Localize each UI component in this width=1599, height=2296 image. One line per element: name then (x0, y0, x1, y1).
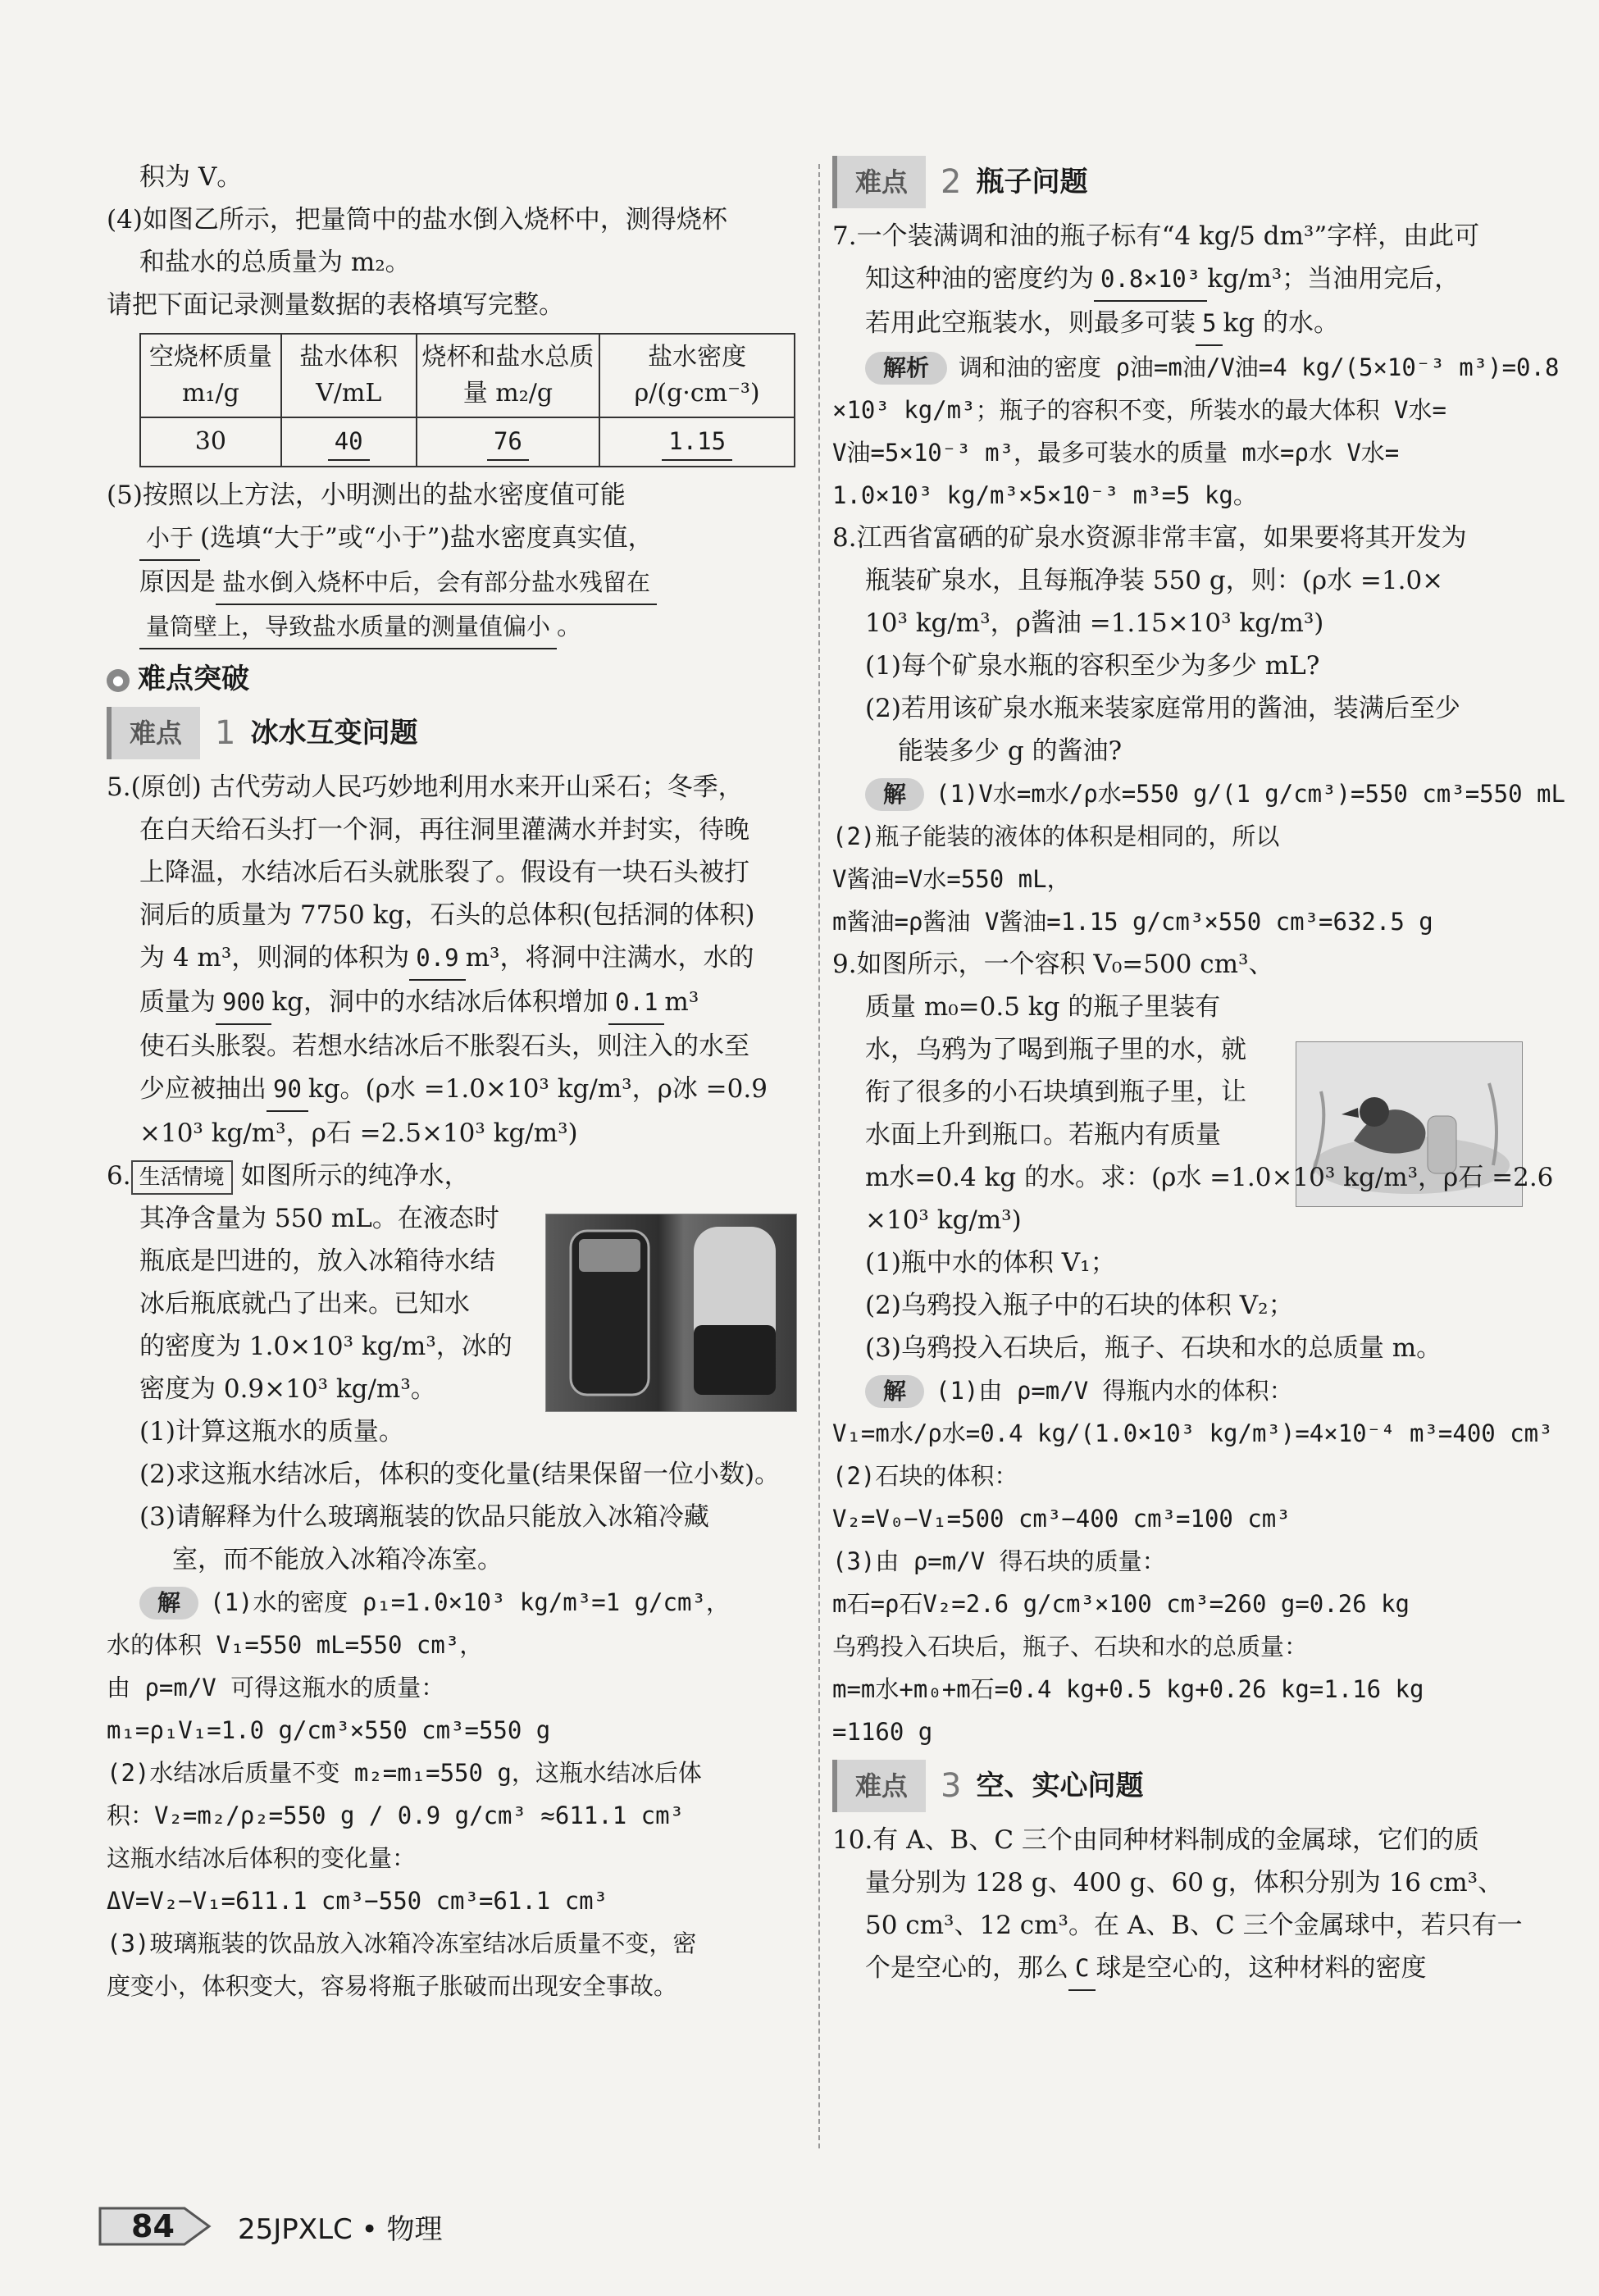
table-header-cell: 烧杯和盐水总质量 m₂/g (417, 334, 600, 417)
text-line: (2)乌鸦投入瓶子中的石块的体积 V₂； (865, 1291, 1294, 1320)
solution-line: 1.0×10³ kg/m³×5×10⁻³ m³=5 kg。 (832, 481, 1257, 509)
section-label: 难点 (832, 1760, 926, 1812)
section-number: 2 (941, 163, 962, 201)
text-line (832, 257, 1529, 302)
text-span: 如图所示的纯净水， (240, 1161, 470, 1191)
text-line (832, 1947, 1529, 1991)
text-line: 量分别为 128 g、400 g、60 g，体积分别为 16 cm³、 (865, 1868, 1504, 1897)
answer-blank: 40 (328, 423, 370, 461)
text-line: 其净含量为 550 mL。在液态时 (139, 1204, 499, 1233)
book-code: 25JPXLC • 物理 (238, 2212, 443, 2246)
text-line: 水面上升到瓶口。若瓶内有质量 (865, 1120, 1221, 1150)
solution-line: m石=ρ石V₂=2.6 g/cm³×100 cm³=260 g=0.26 kg (832, 1590, 1410, 1618)
table-header-cell: 盐水密度 ρ/(g·cm⁻³) (599, 334, 795, 417)
solution-line: (3)由 ρ=m/V 得石块的质量： (832, 1547, 1166, 1575)
text-line: 和盐水的总质量为 m₂。 (139, 248, 411, 277)
section-icon: ● (107, 669, 130, 692)
solution-line: (2)瓶子能装的液体的体积是相同的，所以 (832, 822, 1280, 850)
solution-line: (2)水结冰后质量不变 m₂=m₁=550 g，这瓶水结冰后体 (107, 1759, 702, 1787)
table-row (140, 417, 795, 467)
answer-blank: 0.1 (608, 981, 664, 1025)
text-line: 质量 m₀=0.5 kg 的瓶子里装有 (865, 992, 1221, 1022)
text-line: ×10³ kg/m³，ρ石 =2.5×10³ kg/m³) (139, 1118, 578, 1148)
answer-blank: 0.9 (409, 936, 465, 981)
solution-line (832, 1369, 1529, 1412)
text-line (107, 981, 804, 1025)
text-line: 洞后的质量为 7750 kg，石头的总体积(包括洞的体积) (139, 900, 755, 930)
text-span: 调和油的密度 ρ油=m油/V油=4 kg/(5×10⁻³ m³)=0.8 (959, 353, 1560, 381)
text-span: kg/m³；当油用完后， (1207, 264, 1460, 294)
answer-blank: 量筒壁上，导致盐水质量的测量值偏小 (139, 605, 557, 649)
text-line: 10³ kg/m³，ρ酱油 =1.15×10³ kg/m³) (865, 608, 1324, 638)
left-column (107, 156, 804, 2007)
solution-line: 积：V₂=m₂/ρ₂=550 g / 0.9 g/cm³ ≈611.1 cm³ (107, 1802, 685, 1829)
solution-badge: 解 (865, 1375, 924, 1408)
text-line (107, 517, 804, 561)
text-line: m水=0.4 kg 的水。求：(ρ水 =1.0×10³ kg/m³，ρ石 =2.6 (865, 1163, 1554, 1192)
text-line: 8.江西省富硒的矿泉水资源非常丰富，如果要将其开发为 (832, 523, 1467, 553)
solution-line: 水的体积 V₁=550 mL=550 cm³， (107, 1631, 484, 1659)
page-footer (98, 2202, 442, 2251)
text-span: 少应被抽出 (139, 1074, 266, 1104)
table-cell (281, 417, 417, 467)
context-tag: 生活情境 (131, 1160, 233, 1195)
text-line: 室，而不能放入冰箱冷冻室。 (172, 1545, 503, 1574)
solution-badge: 解 (865, 778, 924, 811)
answer-blank: 76 (487, 423, 529, 461)
text-line: 6. 生活情境 如图所示的纯净水， (107, 1155, 804, 1197)
difficulty-section-header (832, 156, 1529, 208)
text-span: 质量为 (139, 987, 216, 1017)
text-line: (1)每个矿泉水瓶的容积至少为多少 mL? (865, 651, 1320, 681)
text-line: (4)如图乙所示，把量筒中的盐水倒入烧杯中，测得烧杯 (107, 205, 727, 235)
text-line: 使石头胀裂。若想水结冰后不胀裂石头，则注入的水至 (139, 1032, 749, 1061)
text-line: 瓶底是凹进的，放入冰箱待水结 (139, 1246, 495, 1276)
solution-line: 度变小，体积变大，容易将瓶子胀破而出现安全事故。 (107, 1972, 678, 2000)
table-header-cell: 空烧杯质量 m₁/g (140, 334, 281, 417)
text-span: 知这种油的密度约为 (865, 264, 1094, 294)
solution-line: ×10³ kg/m³；瓶子的容积不变，所装水的最大体积 V水= (832, 396, 1446, 424)
text-line: 的密度为 1.0×10³ kg/m³，冰的 (139, 1332, 512, 1361)
text-line: 5.(原创) 古代劳动人民巧妙地利用水来开山采石；冬季， (107, 772, 744, 802)
table-cell (599, 417, 795, 467)
solution-line: m=m水+m₀+m石=0.4 kg+0.5 kg+0.26 kg=1.16 kg (832, 1675, 1424, 1703)
text-line (832, 302, 1529, 346)
text-span: kg，洞中的水结冰后体积增加 (271, 987, 609, 1017)
section-number: 3 (941, 1767, 962, 1805)
answer-blank: C (1068, 1947, 1096, 1991)
text-line: 水，乌鸦为了喝到瓶子里的水，就 (865, 1035, 1246, 1064)
page-number-arrow (98, 2202, 213, 2251)
solution-line: V₂=V₀−V₁=500 cm³−400 cm³=100 cm³ (832, 1505, 1291, 1533)
text-line: 衔了很多的小石块填到瓶子里，让 (865, 1077, 1246, 1107)
table-header-row (140, 334, 795, 417)
text-line (107, 605, 804, 649)
text-span: 为 4 m³，则洞的体积为 (139, 943, 410, 973)
text-line (107, 936, 804, 981)
measurement-table (139, 333, 795, 467)
section-heading (107, 658, 804, 700)
text-line: (1)瓶中水的体积 V₁； (865, 1248, 1116, 1278)
section-title: 冰水互变问题 (250, 717, 418, 749)
answer-blank: 0.8×10³ (1094, 257, 1207, 302)
text-span: m³，将洞中注满水，水的 (465, 943, 754, 973)
text-line: (1)计算这瓶水的质量。 (139, 1417, 404, 1446)
text-span: kg 的水。 (1223, 308, 1339, 338)
text-line (107, 561, 804, 605)
solution-line: 乌鸦投入石块后，瓶子、石块和水的总质量： (832, 1633, 1309, 1660)
text-line: 上降温，水结冰后石头就胀裂了。假设有一块石头被打 (139, 858, 749, 887)
text-span: (1)由 ρ=m/V 得瓶内水的体积： (936, 1377, 1293, 1405)
solution-line: ΔV=V₂−V₁=611.1 cm³−550 cm³=61.1 cm³ (107, 1887, 608, 1915)
solution-line (832, 346, 1560, 389)
text-line: ×10³ kg/m³) (865, 1205, 1022, 1235)
difficulty-section-header (832, 1760, 1529, 1812)
text-span: kg。(ρ水 =1.0×10³ kg/m³，ρ冰 =0.9 (308, 1074, 768, 1104)
text-line: 瓶装矿泉水，且每瓶净装 550 g，则：(ρ水 =1.0× (865, 566, 1444, 595)
solution-line: =1160 g (832, 1718, 933, 1746)
text-line: 冰后瓶底就凸了出来。已知水 (139, 1289, 470, 1319)
right-column (832, 156, 1565, 1991)
text-line: (2)求这瓶水结冰后，体积的变化量(结果保留一位小数)。 (139, 1460, 781, 1489)
solution-line: V酱油=V水=550 mL， (832, 865, 1071, 893)
answer-blank: 小于 (139, 517, 200, 561)
text-line: (2)若用该矿泉水瓶来装家庭常用的酱油，装满后至少 (865, 694, 1460, 723)
text-span: (1)V水=m水/ρ水=550 g/(1 g/cm³)=550 cm³=550 mL (936, 780, 1565, 808)
text-span: 若用此空瓶装水，则最多可装 (865, 308, 1196, 338)
solution-line: (2)石块的体积： (832, 1462, 1018, 1490)
text-span: 球是空心的，这种材料的密度 (1096, 1953, 1427, 1983)
text-line: (3)请解释为什么玻璃瓶装的饮品只能放入冰箱冷藏 (139, 1502, 709, 1532)
section-label: 难点 (832, 156, 926, 208)
solution-line: (3)玻璃瓶装的饮品放入冰箱冷冻室结冰后质量不变，密 (107, 1929, 697, 1957)
solution-line: m酱油=ρ酱油 V酱油=1.15 g/cm³×550 cm³=632.5 g (832, 908, 1433, 936)
answer-blank: 5 (1196, 302, 1223, 346)
water-bottle-photo (545, 1214, 797, 1412)
page-number: 84 (131, 2208, 175, 2244)
text-span: (1)水的密度 ρ₁=1.0×10³ kg/m³=1 g/cm³， (210, 1588, 730, 1616)
water-bottle-image (546, 1214, 796, 1411)
text-span: m³ (664, 987, 699, 1017)
text-line: 7.一个装满调和油的瓶子标有“4 kg/5 dm³”字样，由此可 (832, 221, 1480, 251)
text-span: 个是空心的，那么 (865, 1953, 1068, 1983)
section-number: 1 (215, 714, 236, 752)
table-header-cell: 盐水体积 V/mL (281, 334, 417, 417)
column-divider (818, 164, 820, 2148)
answer-blank: 1.15 (662, 423, 732, 461)
text-line: 50 cm³、12 cm³。在 A、B、C 三个金属球中，若只有一 (865, 1911, 1523, 1940)
text-line: (5)按照以上方法，小明测出的盐水密度值可能 (107, 481, 626, 510)
heading-text: 难点突破 (138, 663, 249, 695)
table-cell (417, 417, 600, 467)
text-line: 密度为 0.9×10³ kg/m³。 (139, 1374, 436, 1404)
text-span: (选填“大于”或“小于”)盐水密度真实值， (200, 523, 654, 553)
solution-line: 由 ρ=m/V 可得这瓶水的质量： (107, 1674, 445, 1702)
text-line: 10.有 A、B、C 三个由同种材料制成的金属球，它们的质 (832, 1825, 1479, 1855)
text-line: 能装多少 g 的酱油? (898, 736, 1123, 766)
text-line (107, 1068, 804, 1112)
solution-line (832, 772, 1565, 815)
text-line: 积为 V。 (139, 162, 243, 192)
answer-blank: 900 (216, 981, 271, 1025)
solution-line: V₁=m水/ρ水=0.4 kg/(1.0×10³ kg/m³)=4×10⁻⁴ m³=400 cm³ (832, 1419, 1553, 1447)
difficulty-section-header (107, 707, 804, 759)
section-title: 瓶子问题 (976, 166, 1088, 198)
text-line: 9.如图所示，一个容积 V₀=500 cm³、 (832, 950, 1274, 979)
text-span: 。 (557, 612, 583, 641)
solution-line: 这瓶水结冰后体积的变化量： (107, 1844, 417, 1872)
solution-badge: 解 (139, 1587, 198, 1620)
analysis-badge: 解析 (865, 352, 947, 385)
text-span: 原因是 (139, 567, 216, 597)
section-label: 难点 (107, 707, 200, 759)
solution-line: m₁=ρ₁V₁=1.0 g/cm³×550 cm³=550 g (107, 1716, 551, 1744)
solution-line (107, 1581, 804, 1624)
text-line: 在白天给石头打一个洞，再往洞里灌满水并封实，待晚 (139, 815, 749, 845)
answer-blank: 盐水倒入烧杯中后，会有部分盐水残留在 (216, 561, 657, 605)
text-line: 请把下面记录测量数据的表格填写完整。 (107, 290, 564, 320)
text-line: (3)乌鸦投入石块后，瓶子、石块和水的总质量 m。 (865, 1333, 1442, 1363)
section-title: 空、实心问题 (976, 1770, 1144, 1802)
answer-blank: 90 (266, 1068, 308, 1112)
solution-line: V油=5×10⁻³ m³，最多可装水的质量 m水=ρ水 V水= (832, 439, 1400, 467)
table-cell: 30 (140, 417, 281, 467)
